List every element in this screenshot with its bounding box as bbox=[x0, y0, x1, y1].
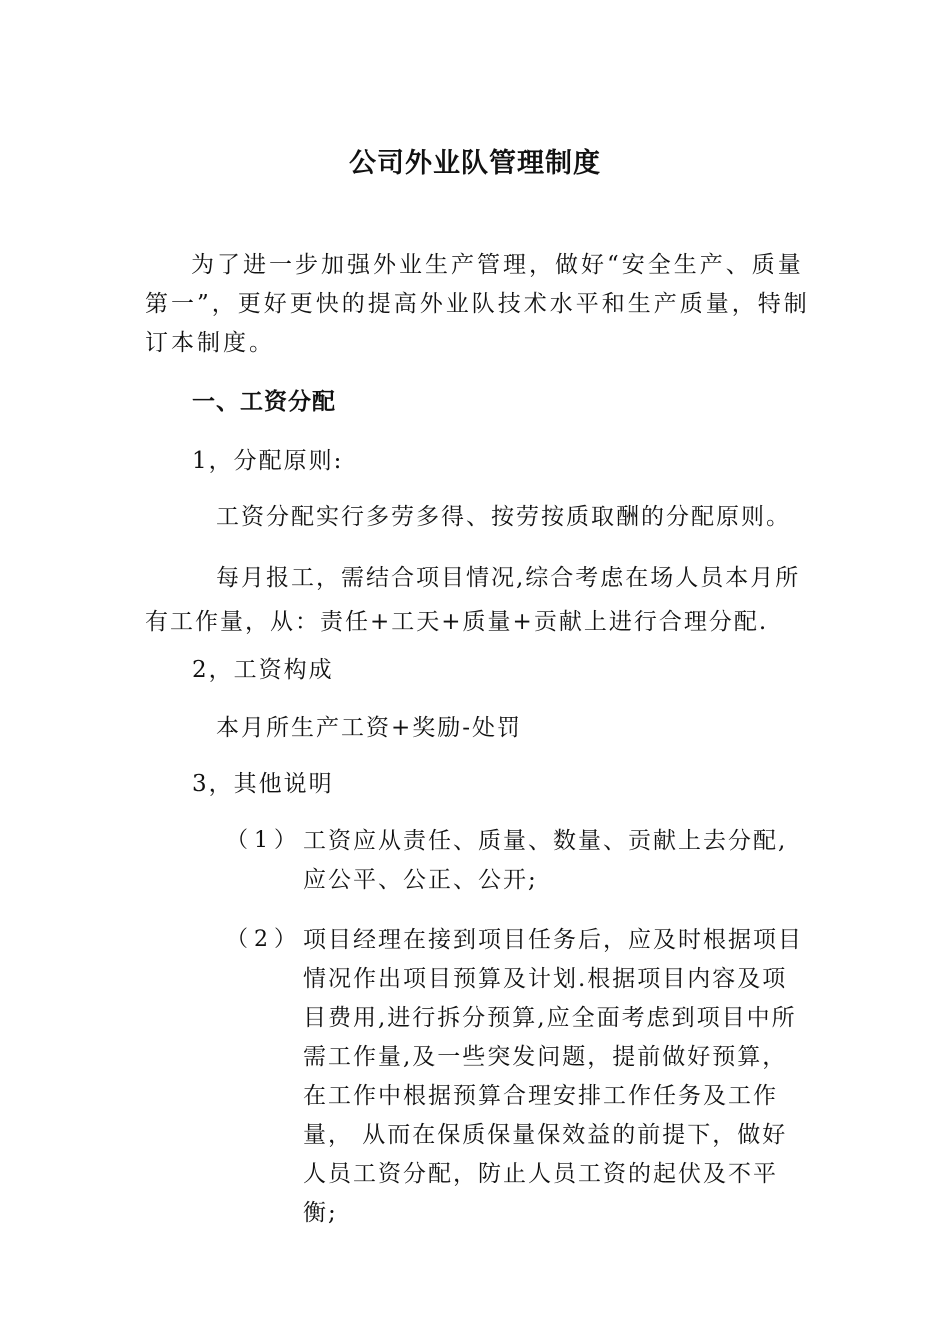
document-title: 公司外业队管理制度 bbox=[349, 148, 601, 179]
list-item-text: 工资应从责任、质量、数量、贡献上去分配,应公平、公正、公开; bbox=[303, 828, 788, 893]
list-item-number: （1） bbox=[226, 828, 302, 853]
composition-text: 本月所生产工资+奖励-处罚 bbox=[216, 715, 523, 741]
subsection-label-other: 3，其他说明 bbox=[192, 771, 334, 797]
monthly-report-paragraph: 每月报工，需结合项目情况,综合考虑在场人员本月所有工作量，从：责任+工天+质量+贡献上进行合理分配. bbox=[145, 565, 801, 635]
section-heading-wages: 一、工资分配 bbox=[192, 389, 336, 415]
list-item-text: 项目经理在接到项目任务后，应及时根据项目情况作出项目预算及计划.根据项目内容及项目费用,进行拆分预算,应全面考虑到项目中所需工作量,及一些突发问题，提前做好预算，在工作中根据预算合理安排工作任务及工作量， 从而在保质保量保效益的前提下，做好人员工资分配，防止人员工资的起伏及不平衡; bbox=[303, 927, 803, 1226]
list-item-number: （2） bbox=[226, 927, 302, 952]
intro-paragraph: 为了进一步加强外业生产管理，做好“安全生产、质量第一”，更好更快的提高外业队技术水平和生产质量，特制订本制度。 bbox=[145, 252, 810, 356]
subsection-label-principle: 1，分配原则: bbox=[192, 448, 344, 474]
subsection-label-composition: 2，工资构成 bbox=[192, 657, 334, 683]
principle-text: 工资分配实行多劳多得、按劳按质取酬的分配原则。 bbox=[216, 504, 791, 530]
